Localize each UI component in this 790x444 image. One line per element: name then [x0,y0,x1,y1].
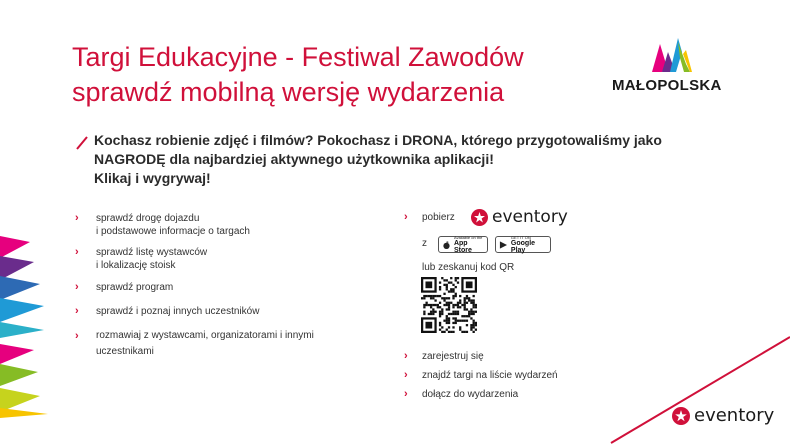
title-line-1: Targi Edukacyjne - Festiwal Zawodów [72,42,524,72]
page-title [72,40,524,110]
promo-line-3: Klikaj i wygrywaj! [94,170,211,186]
eventory-logo-footer [672,405,774,426]
chevron-right-icon: › [404,350,408,362]
list-item: › sprawdź i poznaj innych uczestników [75,305,260,317]
chevron-right-icon: › [404,388,408,400]
eventory-logo-text: eventory [492,207,568,227]
promo-text [94,131,662,188]
apple-icon [442,240,451,250]
chevron-right-icon: › [404,211,408,223]
app-store-badge[interactable]: Available on the App Store [438,236,488,253]
eventory-logo-text: eventory [694,405,775,426]
play-triangle-icon [499,240,508,250]
google-play-badge[interactable]: GET IT ON Google Play [495,236,551,253]
list-item: › sprawdź program [75,281,174,293]
download-label: pobierz [422,212,455,223]
chevron-right-icon: › [75,330,79,342]
qr-code[interactable] [421,277,477,333]
malopolska-logo-text: MAŁOPOLSKA [612,77,722,94]
list-item: znajdź targi na liście wydarzeń [422,370,558,381]
feature-list [75,212,375,360]
list-item: › sprawdź drogę dojazdu i podstawowe informacje o targach [75,212,250,237]
star-in-circle-icon [471,209,488,226]
red-slash-icon [75,136,89,150]
promo-line-1: Kochasz robienie zdjęć i filmów? Pokochasz i DRONA, którego przygotowaliśmy jako [94,132,662,148]
promo-line-2: NAGRODĘ dla najbardziej aktywnego użytkownika aplikacji! [94,151,494,167]
list-item: zarejestruj się [422,351,484,362]
chevron-right-icon: › [75,281,79,293]
list-item: › rozmawiaj z wystawcami, organizatorami i innymi uczestnikami [75,330,314,357]
eventory-logo [471,207,568,227]
from-label: z [422,238,427,249]
chevron-right-icon: › [75,246,79,258]
chevron-right-icon: › [404,369,408,381]
chevron-right-icon: › [75,212,79,224]
malopolska-logo-icon [650,34,694,74]
star-in-circle-icon [672,407,690,425]
list-item: dołącz do wydarzenia [422,389,519,400]
title-line-2: sprawdź mobilną wersję wydarzenia [72,77,505,107]
chevron-right-icon: › [75,305,79,317]
qr-label: lub zeskanuj kod QR [422,262,515,273]
list-item: › sprawdź listę wystawców i lokalizację stoisk [75,246,208,271]
